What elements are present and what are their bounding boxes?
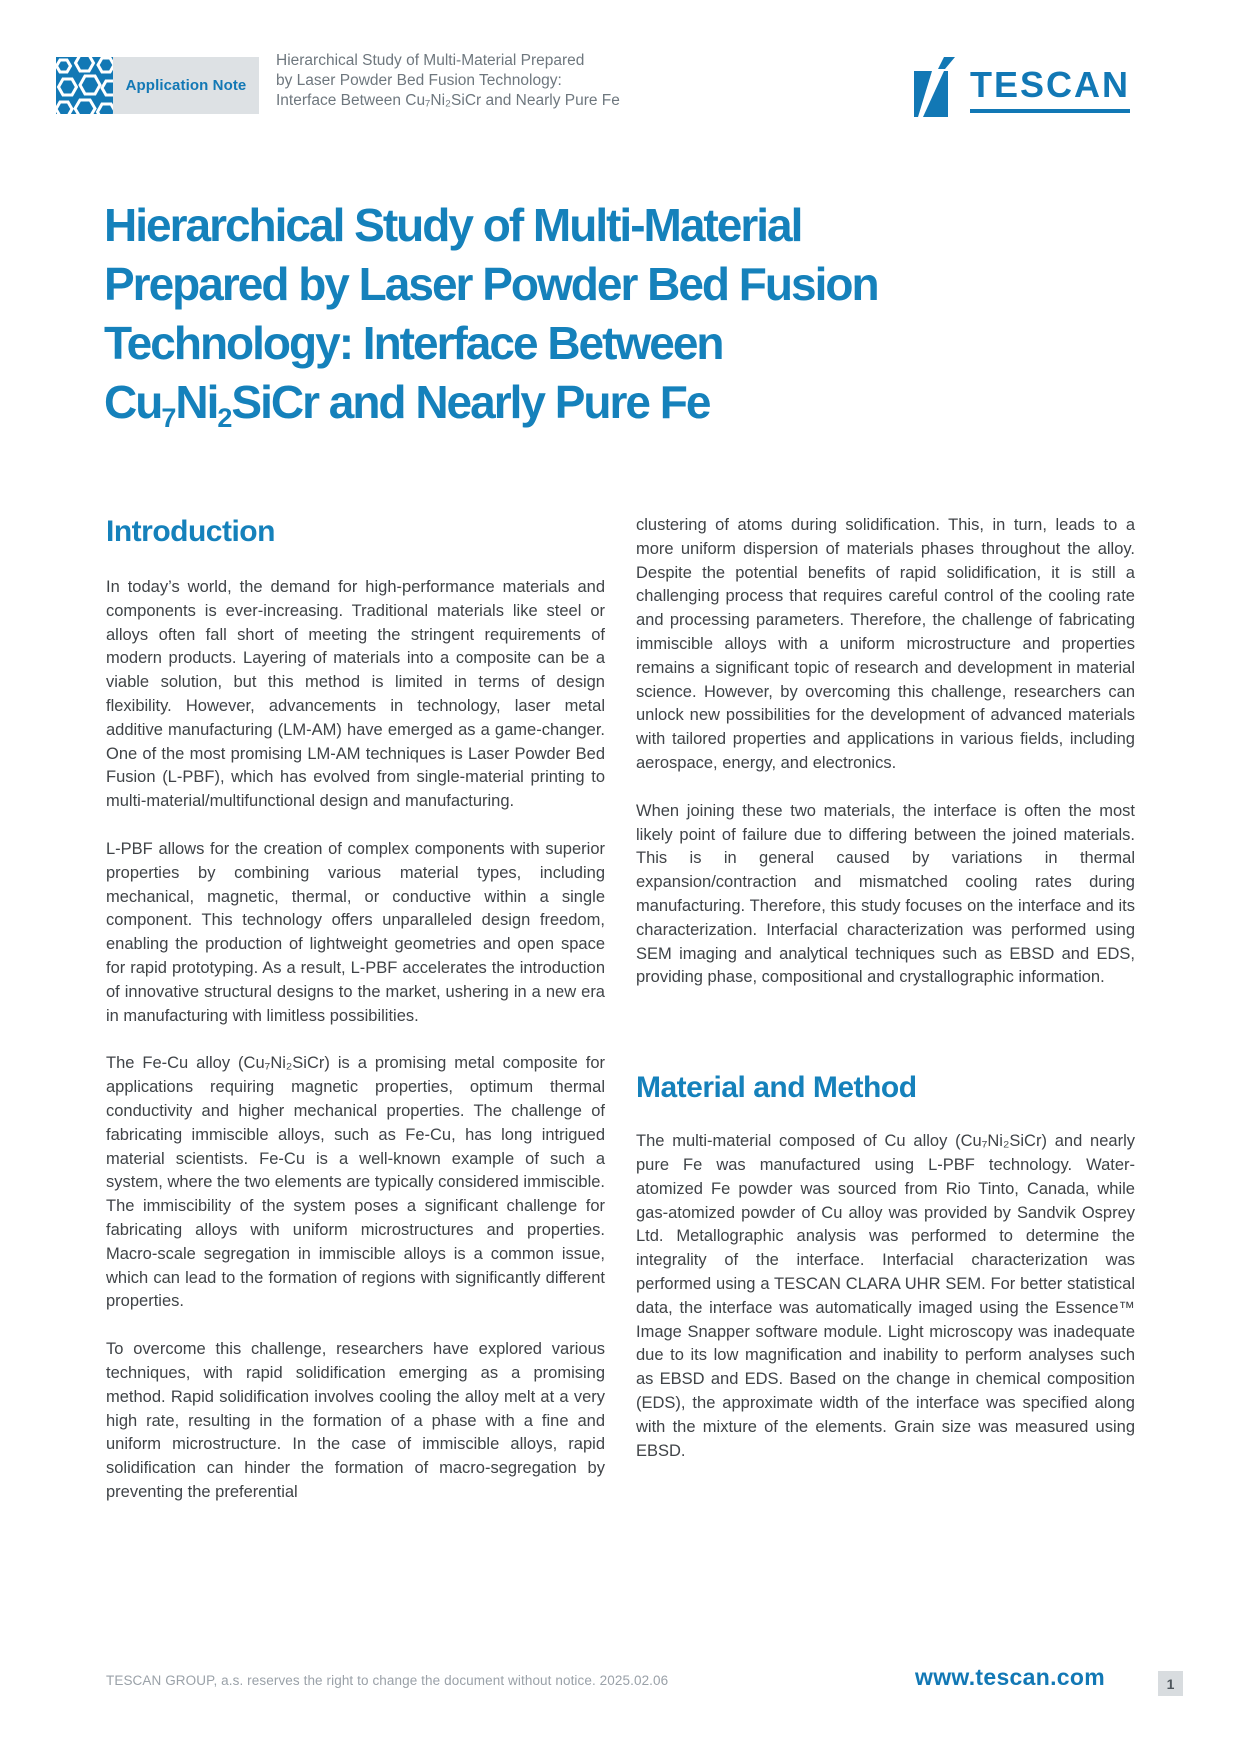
page-title xyxy=(104,196,878,439)
hexagon-pattern-icon xyxy=(56,57,113,114)
application-note-badge xyxy=(113,57,259,114)
subscript-7: 7 xyxy=(161,403,176,433)
intro-paragraph-1: In today’s world, the demand for high-performance materials and components is ever-increasing. Traditional materials like steel or alloys often fall short of meeting the stringent requirements of modern products. Layering of materials into a composite can be a viable solution, but this method is limited in terms of design flexibility. However, advancements in technology, laser metal additive manufacturing (LM-AM) have emerged as a game-changer. One of the most promising LM-AM techniques is Laser Powder Bed Fusion (L-PBF), which has evolved from single-material printing to multi-material/multifunctional design and manufacturing. xyxy=(106,578,605,811)
intro-paragraph-4-continued: clustering of atoms during solidification. This, in turn, leads to a more uniform dispersion of materials phases throughout the alloy. Despite the potential benefits of rapid solidification, it is still a challenging process that requires careful control of the cooling rate and processing parameters. Therefore, the challenge of fabricating immiscible alloys with a uniform microstructure and properties remains a significant topic of research and development in material science. However, by overcoming this challenge, researchers can unlock new possibilities for the development of advanced materials with tailored properties and applications in various fields, including aerospace, energy, and electronics. xyxy=(636,516,1135,772)
header-ref-line-1: Hierarchical Study of Multi-Material Prepared xyxy=(276,52,585,69)
application-note-label: Application Note xyxy=(125,77,247,94)
left-column xyxy=(106,514,605,1529)
page-title-line-3: Technology: Interface Between xyxy=(104,317,723,369)
introduction-heading: Introduction xyxy=(106,515,275,548)
subscript-2: 2 xyxy=(217,403,232,433)
page-title-line-4: Cu7Ni2SiCr and Nearly Pure Fe xyxy=(104,376,710,433)
material-method-paragraph-1: The multi-material composed of Cu alloy (Cu₇Ni₂SiCr) and nearly pure Fe was manufactured using L-PBF technology. Water-atomized Fe powder was sourced from Rio Tinto, Canada, while gas-atomized powder of Cu alloy was provided by Sandvik Osprey Ltd. Metallographic analysis was performed to determine the integrality of the interface. Interfacial characterization was performed using a TESCAN CLARA UHR SEM. For better statistical data, the interface was automatically imaged using the Essence™ Image Snapper software module. Light microscopy was inadequate due to its low magnification and inability to perform analyses such as EBSD and EDS. Based on the change in chemical composition (EDS), the approximate width of the interface was specified along with the mixture of the elements. Grain size was measured using EBSD. xyxy=(636,1132,1135,1460)
website-link[interactable]: www.tescan.com xyxy=(915,1664,1105,1690)
right-column xyxy=(636,514,1135,1487)
tescan-wordmark: TESCAN xyxy=(970,67,1130,113)
intro-paragraph-5: When joining these two materials, the interface is often the most likely point of failure due to differing between the joined materials. This is in general caused by variations in thermal expansion/contraction and mismatched cooling rates during manufacturing. Therefore, this study focuses on the interface and its characterization. Interfacial characterization was performed using SEM imaging and analytical techniques such as EBSD and EDS, providing phase, compositional and crystallographic information. xyxy=(636,801,1135,987)
header-ref-line-2: by Laser Powder Bed Fusion Technology: xyxy=(276,72,562,89)
footer-legal-text: TESCAN GROUP, a.s. reserves the right to change the document without notice. 2025.02.06 xyxy=(106,1673,669,1688)
intro-paragraph-2: L-PBF allows for the creation of complex components with superior properties by combining various material types, including mechanical, magnetic, thermal, or conductive within a single component. This technology offers unparalleled design freedom, enabling the production of lightweight geometries and open space for rapid prototyping. As a result, L-PBF accelerates the introduction of innovative structural designs to the market, ushering in a new era in manufacturing with limitless possibilities. xyxy=(106,839,605,1025)
header-ref-line-3: Interface Between Cu₇Ni₂SiCr and Nearly Pure Fe xyxy=(276,92,620,109)
tescan-logo xyxy=(914,57,1130,117)
intro-paragraph-4: To overcome this challenge, researchers have explored various techniques, with rapid solidification emerging as a promising method. Rapid solidification involves cooling the alloy melt at a very high rate, resulting in the formation of a phase with a fine and uniform microstructure. In the case of immiscible alloys, rapid solidification can hinder the formation of macro-segregation by preventing the preferential xyxy=(106,1340,605,1501)
tescan-slash-icon xyxy=(914,57,960,117)
page-number-badge: 1 xyxy=(1158,1671,1183,1696)
page-title-line-2: Prepared by Laser Powder Bed Fusion xyxy=(104,258,878,310)
intro-paragraph-3: The Fe-Cu alloy (Cu₇Ni₂SiCr) is a promising metal composite for applications requiring magnetic properties, optimum thermal conductivity and higher mechanical properties. The challenge of fabricating immiscible alloys, such as Fe-Cu, has long intrigued material scientists. Fe-Cu is a well-known example of such a system, where the two elements are typically considered immiscible. The immiscibility of the system poses a significant challenge for fabricating alloys with uniform microstructures and properties. Macro-scale segregation in immiscible alloys is a common issue, which can lead to the formation of regions with significantly different properties. xyxy=(106,1054,605,1311)
header-document-reference xyxy=(276,51,620,111)
material-method-heading: Material and Method xyxy=(636,1071,917,1105)
page-title-line-1: Hierarchical Study of Multi-Material xyxy=(104,199,802,251)
